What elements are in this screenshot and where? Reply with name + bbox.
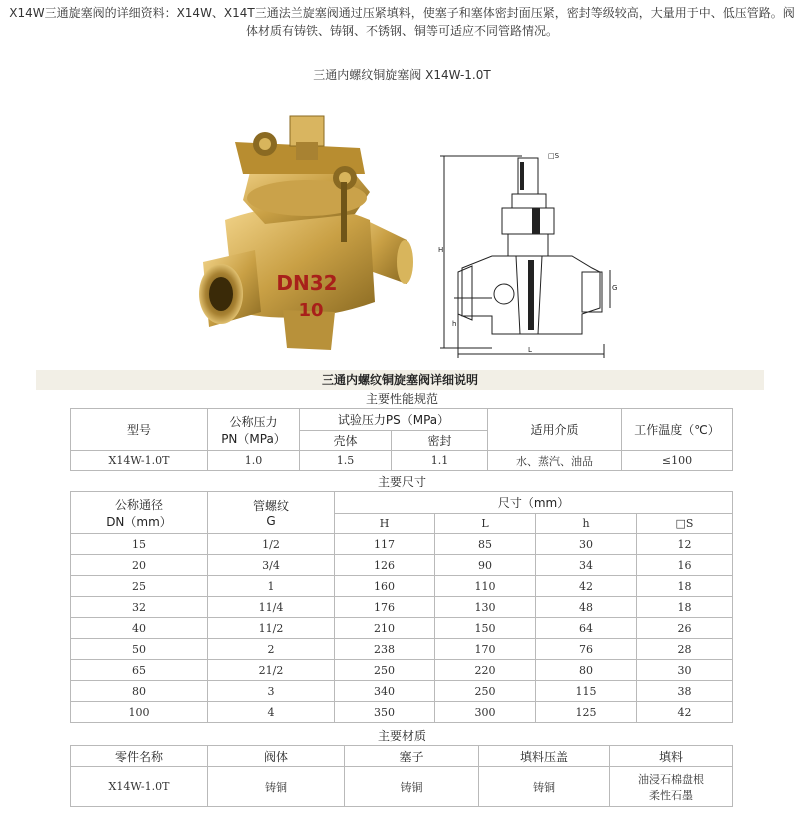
dims-cell: 20 (71, 555, 208, 576)
mat-packing-line1: 油浸石棉盘根 (638, 772, 704, 786)
mat-cell-gland: 铸铜 (479, 767, 610, 807)
intro-text: X14W、X14T三通法兰旋塞阀通过压紧填料，使塞子和塞体密封面压紧，密封等级较高，大量用于中、低压管路。阀体材质有铸铁、铸钢、不锈钢、铜等可适应不同管路情况。 (176, 6, 795, 38)
dims-cell: 21/2 (208, 660, 335, 681)
dims-cell: 350 (335, 702, 435, 723)
dims-cell: 90 (435, 555, 536, 576)
valve-photo (195, 112, 415, 352)
perf-cell: X14W-1.0T (71, 451, 208, 471)
dims-cell: 12 (637, 534, 733, 555)
mat-header-body: 阀体 (208, 746, 345, 767)
dims-cell: 42 (637, 702, 733, 723)
dims-cell: 80 (71, 681, 208, 702)
dims-row (71, 660, 733, 681)
dim-label-S: □S (548, 152, 560, 160)
dim-label-H: H (438, 246, 444, 254)
detail-banner: 三通内螺纹铜旋塞阀详细说明 (36, 370, 764, 390)
dims-cell: 4 (208, 702, 335, 723)
mat-cell-model: X14W-1.0T (71, 767, 208, 807)
dims-body (71, 534, 733, 723)
dims-row (71, 681, 733, 702)
dims-row (71, 597, 733, 618)
mat-cell-body: 铸铜 (208, 767, 345, 807)
photo-marking-dn: DN32 (276, 271, 338, 295)
dims-cell: 117 (335, 534, 435, 555)
photo-marking-pn: 10 (298, 300, 324, 321)
perf-header-temp: 工作温度（℃） (622, 409, 733, 451)
dims-cell: 32 (71, 597, 208, 618)
dims-cell: 18 (637, 576, 733, 597)
dims-cell: 40 (71, 618, 208, 639)
mat-section-title: 主要材质 (377, 729, 426, 743)
dims-cell: 250 (435, 681, 536, 702)
dims-cell: 110 (435, 576, 536, 597)
dims-cell: 210 (335, 618, 435, 639)
mat-header-plug: 塞子 (345, 746, 479, 767)
dims-cell: 25 (71, 576, 208, 597)
dims-cell: 65 (71, 660, 208, 681)
mat-row (71, 767, 733, 807)
dims-cell: 28 (637, 639, 733, 660)
perf-cell: ≤100 (622, 451, 733, 471)
dims-cell: 115 (536, 681, 637, 702)
dims-cell: 2 (208, 639, 335, 660)
dims-header-h: h (536, 514, 637, 534)
dims-header-g (208, 492, 335, 534)
dims-cell: 80 (536, 660, 637, 681)
intro-title: X14W三通旋塞阀的详细资料： (9, 6, 177, 20)
dims-cell: 50 (71, 639, 208, 660)
dim-label-G: G (612, 284, 618, 292)
dims-header-dn (71, 492, 208, 534)
dims-cell: 38 (637, 681, 733, 702)
perf-header-pn (208, 409, 300, 451)
perf-row (71, 451, 733, 471)
dim-label-L: L (528, 346, 532, 354)
dims-cell: 11/2 (208, 618, 335, 639)
dims-cell: 11/4 (208, 597, 335, 618)
dims-header-L: L (435, 514, 536, 534)
dims-cell: 34 (536, 555, 637, 576)
perf-header-test: 试验压力PS（MPa） (300, 409, 488, 431)
dims-cell: 15 (71, 534, 208, 555)
materials-table (70, 745, 733, 807)
perf-cell: 1.1 (392, 451, 488, 471)
mat-header-part: 零件名称 (71, 746, 208, 767)
valve-technical-drawing (432, 148, 622, 360)
dims-cell: 300 (435, 702, 536, 723)
dims-row (71, 618, 733, 639)
dims-cell: 126 (335, 555, 435, 576)
dims-cell: 26 (637, 618, 733, 639)
dims-row (71, 555, 733, 576)
dims-cell: 160 (335, 576, 435, 597)
dims-cell: 1/2 (208, 534, 335, 555)
dims-cell: 220 (435, 660, 536, 681)
dims-cell: 42 (536, 576, 637, 597)
dims-cell: 100 (71, 702, 208, 723)
perf-header-media: 适用介质 (488, 409, 622, 451)
dims-cell: 130 (435, 597, 536, 618)
dims-row (71, 576, 733, 597)
mat-packing-line2: 柔性石墨 (649, 788, 693, 802)
perf-header-seal: 密封 (392, 431, 488, 451)
dims-cell: 125 (536, 702, 637, 723)
perf-section-title: 主要性能规范 (365, 392, 438, 406)
dimensions-table (70, 491, 733, 723)
dims-header-size: 尺寸（mm） (335, 492, 733, 514)
intro-paragraph (6, 4, 798, 40)
dims-cell: 85 (435, 534, 536, 555)
mat-header-packing: 填料 (610, 746, 733, 767)
perf-header-pn-unit: PN（MPa） (221, 431, 286, 446)
dims-cell: 3 (208, 681, 335, 702)
dims-cell: 250 (335, 660, 435, 681)
dims-cell: 48 (536, 597, 637, 618)
dims-row (71, 702, 733, 723)
dims-header-g-unit: G (266, 514, 276, 528)
dims-header-dn-unit: DN（mm） (106, 514, 172, 529)
dims-cell: 3/4 (208, 555, 335, 576)
dims-header-H: H (335, 514, 435, 534)
dims-cell: 64 (536, 618, 637, 639)
dims-cell: 1 (208, 576, 335, 597)
performance-table (70, 408, 733, 471)
perf-header-pn-label: 公称压力 (229, 414, 278, 429)
dims-row (71, 534, 733, 555)
dims-header-g-label: 管螺纹 (252, 499, 289, 513)
dims-cell: 30 (536, 534, 637, 555)
dims-cell: 16 (637, 555, 733, 576)
dims-cell: 340 (335, 681, 435, 702)
perf-header-shell: 壳体 (300, 431, 392, 451)
dims-cell: 238 (335, 639, 435, 660)
dims-cell: 76 (536, 639, 637, 660)
dims-row (71, 639, 733, 660)
dims-cell: 176 (335, 597, 435, 618)
dims-section-title: 主要尺寸 (377, 475, 426, 489)
dim-label-h: h (452, 320, 457, 328)
perf-cell: 水、蒸汽、油品 (488, 451, 622, 471)
mat-header-gland: 填料压盖 (479, 746, 610, 767)
product-caption: 三通内螺纹铜旋塞阀 X14W-1.0T (313, 68, 491, 82)
perf-cell: 1.0 (208, 451, 300, 471)
mat-cell-packing (610, 767, 733, 807)
dims-header-S: □S (637, 514, 733, 534)
mat-cell-plug: 铸铜 (345, 767, 479, 807)
perf-header-model: 型号 (71, 409, 208, 451)
perf-cell: 1.5 (300, 451, 392, 471)
dims-cell: 150 (435, 618, 536, 639)
dims-cell: 170 (435, 639, 536, 660)
dims-cell: 30 (637, 660, 733, 681)
dims-header-dn-label: 公称通径 (114, 497, 163, 512)
dims-cell: 18 (637, 597, 733, 618)
